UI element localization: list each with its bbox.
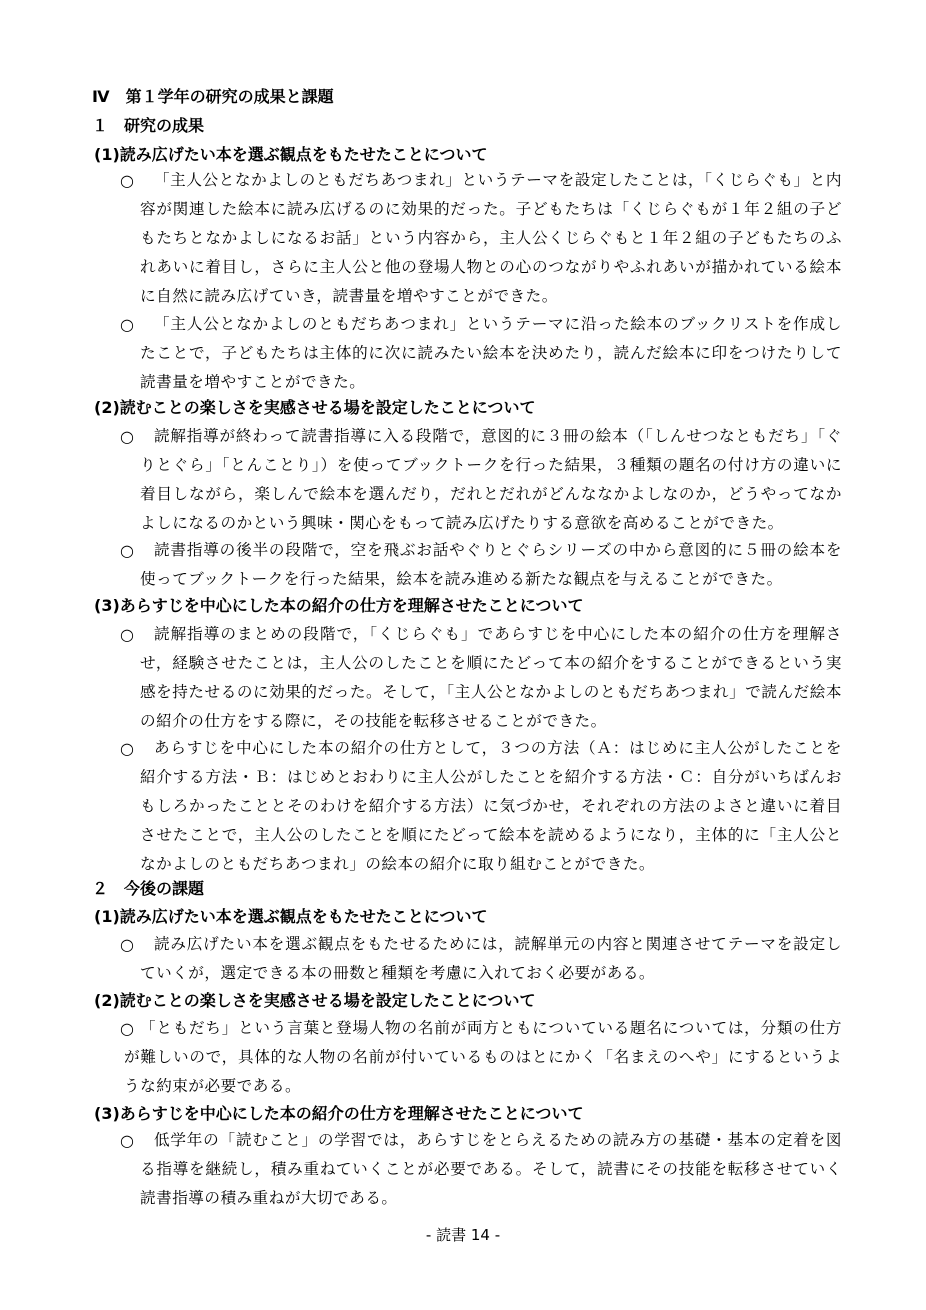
section-heading: １ 研究の成果 (92, 116, 205, 135)
paragraph: 読み広げたい本を選ぶ観点をもたせるためには，読解単元の内容と関連させてテーマを設定していくが，選定できる本の冊数と種類を考慮に入れておく必要がある。 (140, 935, 842, 982)
bullet-circle-icon: ○ (120, 315, 134, 334)
bullet-circle-icon: ○ (120, 1019, 134, 1038)
paragraph: 「ともだち」という言葉と登場人物の名前が両方ともについている題名については，分類の仕方が難しいので，具体的な人物の名前が付いているものはとにかく「名まえのへや」にするというような約束が必要である。 (124, 1019, 842, 1095)
subsection-heading: (3)あらすじを中心にした本の紹介の仕方を理解させたことについて (94, 596, 584, 615)
section-heading: ２ 今後の課題 (92, 879, 205, 898)
subsection-heading: (1)読み広げたい本を選ぶ観点をもたせたことについて (94, 145, 488, 164)
bullet-circle-icon: ○ (120, 171, 134, 190)
paragraph: 「主人公となかよしのともだちあつまれ」というテーマを設定したことは，「くじらぐも」と内容が関連した絵本に読み広げるのに効果的だった。子どもたちは「くじらぐもが１年２組の子どもたちとなかよしになるお話」という内容から，主人公くじらぐもと１年２組の子どもたちのふれあいに着目し，さらに主人公と他の登場人物との心のつながりやふれあいが描かれている絵本に自然に読み広げていき，読書量を増やすことができた。 (140, 171, 842, 305)
chapter-heading: Ⅳ 第１学年の研究の成果と課題 (92, 87, 334, 106)
subsection-heading: (1)読み広げたい本を選ぶ観点をもたせたことについて (94, 907, 488, 926)
paragraph: 低学年の「読むこと」の学習では，あらすじをとらえるための読み方の基礎・基本の定着を図る指導を継続し，積み重ねていくことが必要である。そして，読書にその技能を転移させていく読書指導の積み重ねが大切である。 (140, 1131, 842, 1207)
subsection-heading: (2)読むことの楽しさを実感させる場を設定したことについて (94, 991, 536, 1010)
bullet-circle-icon: ○ (120, 935, 134, 954)
bullet-circle-icon: ○ (120, 427, 134, 446)
paragraph: 「主人公となかよしのともだちあつまれ」というテーマに沿った絵本のブックリストを作成したことで，子どもたちは主体的に次に読みたい絵本を決めたり，読んだ絵本に印をつけたりして読書量を増やすことができた。 (140, 315, 842, 391)
bullet-circle-icon: ○ (120, 739, 134, 758)
bullet-circle-icon: ○ (120, 625, 134, 644)
paragraph: 読解指導が終わって読書指導に入る段階で，意図的に３冊の絵本（「しんせつなともだち」「ぐりとぐら」「とんことり」）を使ってブックトークを行った結果，３種類の題名の付け方の違いに着目しながら，楽しんで絵本を選んだり，だれとだれがどんななかよしなのか，どうやってなかよしになるのかという興味・関心をもって読み広げたりする意欲を高めることができた。 (140, 427, 842, 532)
paragraph: あらすじを中心にした本の紹介の仕方として，３つの方法（Ａ：はじめに主人公がしたことを紹介する方法・Ｂ：はじめとおわりに主人公がしたことを紹介する方法・Ｃ：自分がいちばんおもしろかったこととそのわけを紹介する方法）に気づかせ，それぞれの方法のよさと違いに着目させたことで，主人公のしたことを順にたどって絵本を読めるようになり，主体的に「主人公となかよしのともだちあつまれ」の絵本の紹介に取り組むことができた。 (140, 739, 842, 873)
paragraph: 読書指導の後半の段階で，空を飛ぶお話やぐりとぐらシリーズの中から意図的に５冊の絵本を使ってブックトークを行った結果，絵本を読み進める新たな観点を与えることができた。 (140, 541, 842, 588)
paragraph: 読解指導のまとめの段階で，「くじらぐも」であらすじを中心にした本の紹介の仕方を理解させ，経験させたことは，主人公のしたことを順にたどって本の紹介をすることができるという実感を持たせるのに効果的だった。そして，「主人公となかよしのともだちあつまれ」で読んだ絵本の紹介の仕方をする際に，その技能を転移させることができた。 (140, 625, 842, 730)
bullet-circle-icon: ○ (120, 541, 134, 560)
subsection-heading: (2)読むことの楽しさを実感させる場を設定したことについて (94, 398, 536, 417)
subsection-heading: (3)あらすじを中心にした本の紹介の仕方を理解させたことについて (94, 1104, 584, 1123)
page-number: - 読書 14 - (425, 1226, 501, 1244)
bullet-circle-icon: ○ (120, 1131, 134, 1150)
